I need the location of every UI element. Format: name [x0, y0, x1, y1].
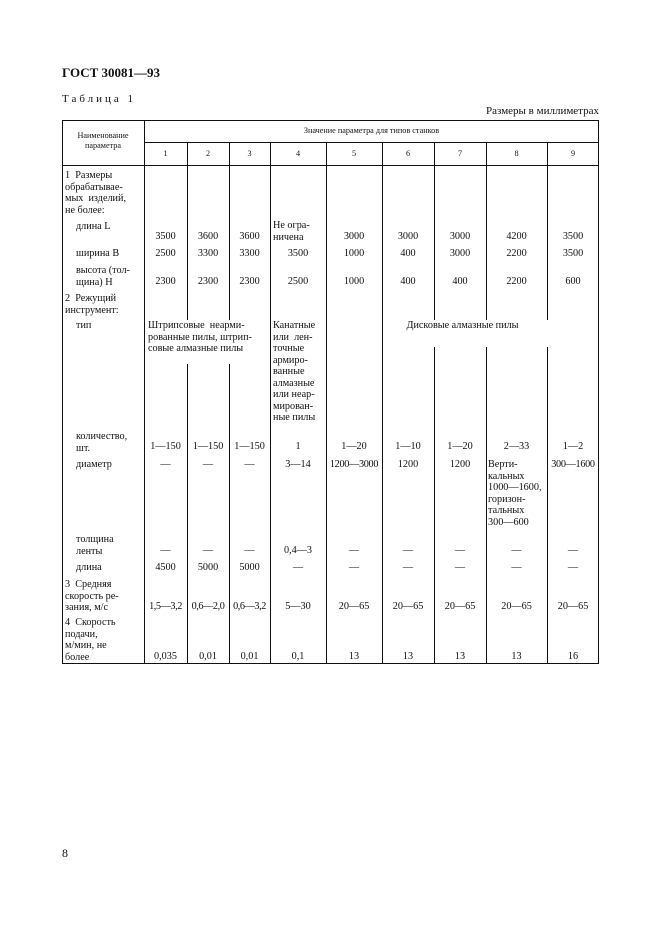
- type-number-1: 1: [163, 149, 168, 158]
- speed-value-8: 20—65: [501, 601, 532, 612]
- thickness-value-4: 0,4—3: [283, 545, 312, 556]
- table-label: Таблица 1: [62, 93, 137, 105]
- section-1-title: 1 Размеры обрабатывае- мых изделий, не более:: [65, 170, 127, 216]
- thickness-value-7: —: [454, 545, 466, 556]
- tool-length-value-3: 5000: [239, 562, 260, 573]
- tool-length-value-7: —: [454, 562, 466, 573]
- count-value-5: 1—20: [341, 441, 367, 452]
- tool-type-desc-5-9: Дисковые алмазные пилы: [406, 320, 519, 331]
- feed-value-6: 13: [402, 651, 414, 662]
- diameter-value-5: 1200—3000: [329, 459, 379, 470]
- feed-value-4: 0,1: [291, 651, 305, 662]
- type-number-3: 3: [247, 149, 252, 158]
- speed-value-3: 0,6—3,2: [233, 601, 266, 612]
- thickness-value-6: —: [402, 545, 414, 556]
- type-number-5: 5: [351, 149, 357, 158]
- tool-length-value-8: —: [511, 562, 522, 573]
- speed-value-1: 1,5—3,2: [149, 601, 182, 612]
- length-value-6: 3000: [397, 231, 419, 242]
- length-value-7: 3000: [449, 231, 471, 242]
- width-value-8: 2200: [506, 248, 527, 259]
- length-value-2: 3600: [197, 231, 219, 242]
- count-value-7: 1—20: [447, 441, 473, 452]
- feed-value-7: 13: [454, 651, 466, 662]
- type-number-7: 7: [457, 149, 463, 158]
- height-value-8: 2200: [506, 276, 527, 287]
- thickness-value-9: —: [567, 545, 579, 556]
- type-number-2: 2: [205, 149, 211, 158]
- speed-value-9: 20—65: [557, 601, 589, 612]
- tool-length-value-6: —: [402, 562, 414, 573]
- count-value-3: 1—150: [234, 441, 265, 452]
- feed-value-3: 0,01: [240, 651, 259, 662]
- height-value-4: 2500: [287, 276, 309, 287]
- diameter-value-4: 3—14: [285, 459, 311, 470]
- units-note: Размеры в миллиметрах: [486, 105, 599, 117]
- height-value-7: 400: [452, 276, 468, 287]
- count-value-8: 2—33: [503, 441, 530, 452]
- speed-value-2: 0,6—2,0: [191, 601, 225, 612]
- count-value-2: 1—150: [192, 441, 224, 452]
- count-label: количество, шт.: [76, 431, 128, 454]
- feed-value-9: 16: [567, 651, 579, 662]
- length-value-1: 3500: [155, 231, 176, 242]
- count-value-4: 1: [295, 441, 301, 452]
- values-column-header: Значение параметра для типов станков: [303, 126, 440, 135]
- length-label: длина L: [76, 221, 111, 232]
- parameters-table: [62, 120, 599, 664]
- param-column-header: Наименование параметра: [77, 131, 129, 150]
- width-value-4: 3500: [287, 248, 309, 259]
- tool-length-label: длина: [76, 562, 102, 573]
- count-value-9: 1—2: [562, 441, 584, 452]
- diameter-value-8: Верти- кальных 1000—1600, горизон- тальных 300—600: [488, 459, 542, 528]
- count-value-1: 1—150: [150, 441, 181, 452]
- thickness-value-3: —: [244, 545, 255, 556]
- diameter-value-1: —: [160, 459, 171, 470]
- height-value-2: 2300: [197, 276, 219, 287]
- table-border: [63, 121, 599, 664]
- type-number-8: 8: [514, 149, 519, 158]
- width-value-5: 1000: [343, 248, 365, 259]
- length-value-3: 3600: [239, 231, 260, 242]
- diameter-label: диаметр: [76, 459, 112, 470]
- width-value-1: 2500: [155, 248, 176, 259]
- diameter-value-7: 1200: [449, 459, 471, 470]
- tool-length-value-5: —: [348, 562, 360, 573]
- tool-length-value-9: —: [567, 562, 579, 573]
- width-value-7: 3000: [449, 248, 471, 259]
- thickness-value-2: —: [202, 545, 214, 556]
- height-value-1: 2300: [155, 276, 176, 287]
- section-3-title: 3 Средняя скорость ре- зания, м/с: [65, 579, 119, 613]
- page-number: 8: [62, 846, 68, 860]
- width-label: ширина B: [76, 248, 120, 259]
- width-value-3: 3300: [239, 248, 260, 259]
- type-number-4: 4: [295, 149, 301, 158]
- speed-value-5: 20—65: [338, 601, 370, 612]
- section-4-title: 4 Скорость подачи, м/мин, не более: [65, 617, 116, 663]
- tool-type-desc-1-3: Штрипсовые неарми- рованные пилы, штрип- совые алмазные пилы: [148, 320, 252, 354]
- tool-type-label: тип: [76, 320, 92, 331]
- thickness-value-1: —: [160, 545, 171, 556]
- document-title: ГОСТ 30081—93: [62, 65, 161, 80]
- feed-value-1: 0,035: [154, 651, 177, 662]
- diameter-value-9: 300—1600: [551, 459, 595, 470]
- length-value-8: 4200: [506, 231, 527, 242]
- count-value-6: 1—10: [395, 441, 421, 452]
- thickness-value-8: —: [511, 545, 522, 556]
- feed-value-5: 13: [348, 651, 360, 662]
- height-value-5: 1000: [343, 276, 365, 287]
- diameter-value-6: 1200: [397, 459, 419, 470]
- thickness-label: толщина ленты: [76, 534, 114, 557]
- type-number-9: 9: [570, 149, 576, 158]
- tool-length-value-2: 5000: [197, 562, 219, 573]
- width-value-6: 400: [400, 248, 416, 259]
- height-value-3: 2300: [239, 276, 260, 287]
- speed-value-4: 5—30: [285, 601, 311, 612]
- length-value-9: 3500: [562, 231, 584, 242]
- tool-length-value-4: —: [292, 562, 304, 573]
- length-value-5: 3000: [343, 231, 365, 242]
- length-value-4: Не огра- ничена: [273, 220, 310, 243]
- table-grid: [62, 120, 599, 664]
- feed-value-2: 0,01: [199, 651, 217, 662]
- height-value-9: 600: [565, 276, 581, 287]
- speed-value-7: 20—65: [444, 601, 476, 612]
- thickness-value-5: —: [348, 545, 360, 556]
- type-number-6: 6: [405, 149, 411, 158]
- section-2-title: 2 Режущий инструмент:: [65, 293, 119, 316]
- feed-value-8: 13: [511, 651, 522, 662]
- speed-value-6: 20—65: [392, 601, 424, 612]
- diameter-value-3: —: [244, 459, 255, 470]
- tool-length-value-1: 4500: [155, 562, 176, 573]
- width-value-2: 3300: [197, 248, 219, 259]
- height-value-6: 400: [400, 276, 416, 287]
- diameter-value-2: —: [202, 459, 214, 470]
- height-label: высота (тол- щина) H: [76, 265, 130, 288]
- width-value-9: 3500: [562, 248, 584, 259]
- tool-type-desc-4: Канатные или лен- точные армиро- ванные алмазные или неар- мирован- ные пилы: [273, 320, 316, 423]
